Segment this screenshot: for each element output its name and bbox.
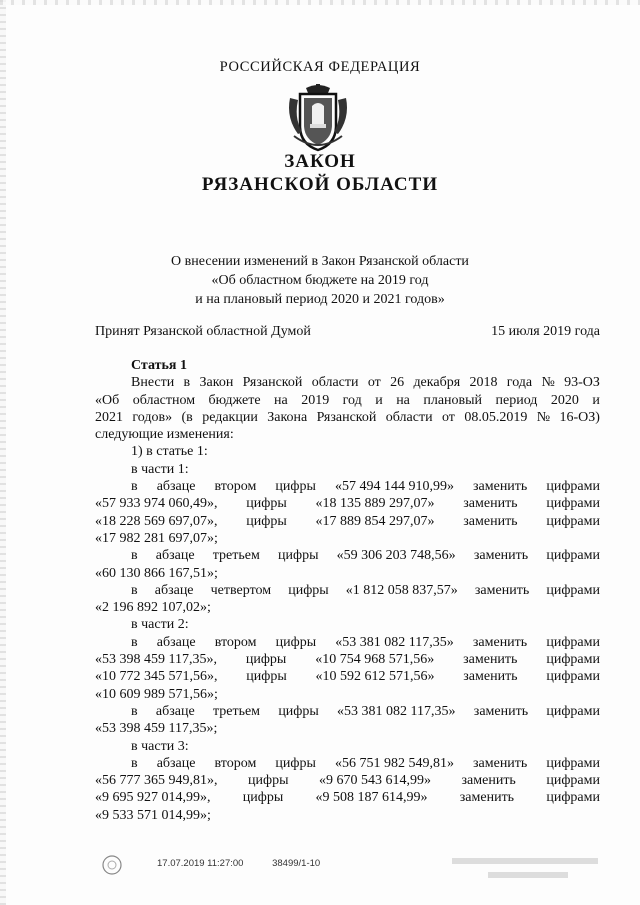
word: «18 228 569 697,07», (95, 513, 218, 529)
word: цифрами (546, 669, 600, 685)
word: втором (214, 634, 257, 650)
text-line (95, 409, 600, 426)
word: абзаце (155, 548, 195, 564)
word: и (375, 392, 383, 408)
word: «53 381 082 117,35» (335, 634, 454, 650)
item-line: 1) в статье 1: (131, 444, 208, 460)
word: цифрами (546, 548, 600, 564)
word: плановый (423, 392, 483, 408)
word: 26 (390, 375, 405, 391)
word: 08.05.2019 (464, 409, 528, 425)
word: цифрами (546, 582, 600, 598)
word: «9 670 543 614,99» (319, 773, 431, 789)
word: в (131, 755, 138, 771)
registration-stamp-icon (100, 853, 124, 877)
text-line (95, 392, 600, 409)
text-line (95, 789, 600, 806)
text-line (95, 755, 600, 772)
word: декабря (413, 375, 461, 391)
article-body (95, 357, 600, 824)
word: цифры (275, 479, 316, 495)
word: в (183, 375, 191, 391)
word: годов» (132, 409, 173, 425)
word: цифрами (546, 634, 600, 650)
word: 93-ОЗ (564, 375, 600, 391)
word: заменить (473, 755, 528, 771)
word: Рязанской (242, 375, 303, 391)
word: цифры (288, 582, 329, 598)
text-line: «2 196 892 107,02»; (95, 600, 211, 616)
word: заменить (473, 548, 529, 564)
word: абзаце (155, 703, 195, 719)
article-title: Статья 1 (131, 358, 187, 373)
adoption-line (95, 324, 600, 340)
word: третьем (212, 703, 261, 719)
word: «10 772 345 571,56», (95, 669, 218, 685)
text-line (95, 513, 600, 530)
text-line: следующие изменения: (95, 427, 234, 443)
footer-reg-number: 38499/1-10 (272, 858, 321, 869)
word: четвертом (210, 582, 272, 598)
word: № (541, 375, 555, 391)
word: в (131, 582, 138, 598)
word: цифры (246, 496, 287, 512)
word: 2018 (469, 375, 498, 391)
scan-edge-top (0, 0, 640, 5)
country-heading: РОССИЙСКАЯ ФЕДЕРАЦИЯ (219, 59, 421, 75)
word: «56 751 982 549,81» (334, 755, 454, 771)
faded-stamp-icon (450, 852, 600, 888)
word: «10 592 612 571,56» (315, 669, 435, 685)
word: года (506, 375, 533, 391)
word: заменить (461, 773, 516, 789)
word: заменить (473, 479, 528, 495)
word: втором (214, 479, 257, 495)
coat-of-arms-icon (286, 84, 350, 152)
word: заменить (459, 790, 515, 806)
text-line (95, 668, 600, 685)
word: заменить (463, 513, 518, 529)
word: цифрами (546, 755, 600, 771)
word: заменить (474, 582, 530, 598)
text-line (95, 478, 600, 495)
word: абзаце (156, 634, 196, 650)
word: области (385, 409, 433, 425)
part-label: в части 3: (131, 738, 189, 754)
footer-registration (157, 858, 346, 869)
text-line (95, 772, 600, 789)
word: Закона (267, 409, 308, 425)
word: абзаце (156, 479, 196, 495)
word: третьем (212, 548, 260, 564)
text-line (95, 582, 600, 599)
word: 16-ОЗ) (559, 409, 600, 425)
word: цифрами (546, 790, 600, 806)
word: абзаце (156, 755, 196, 771)
word: цифры (278, 703, 319, 719)
word: цифры (248, 773, 289, 789)
footer-timestamp: 17.07.2019 11:27:00 (157, 858, 244, 869)
word: № (536, 409, 551, 425)
text-line (95, 547, 600, 564)
word: на (274, 392, 288, 408)
word: «9 508 187 614,99» (315, 790, 428, 806)
law-title (0, 150, 640, 196)
word: цифры (275, 634, 317, 650)
word: абзаце (154, 582, 194, 598)
law-title-line2: РЯЗАНСКОЙ ОБЛАСТИ (201, 174, 439, 195)
word: заменить (463, 496, 518, 512)
law-title-line1: ЗАКОН (284, 151, 356, 172)
word: цифрами (546, 513, 600, 529)
word: области (311, 375, 359, 391)
text-line (95, 703, 600, 720)
word: «57 933 974 060,49», (95, 496, 218, 512)
text-line (95, 495, 600, 512)
word: 2019 (301, 392, 330, 408)
word: в (131, 634, 138, 650)
word: редакции (202, 409, 258, 425)
adopted-by: Принят Рязанской областной Думой (95, 324, 311, 339)
word: заменить (472, 634, 528, 650)
part-label: в части 1: (131, 461, 189, 477)
word: цифры (278, 548, 319, 564)
word: в (131, 703, 138, 719)
word: цифрами (546, 496, 600, 512)
part-label: в части 2: (131, 617, 189, 633)
word: Рязанской (316, 409, 377, 425)
word: втором (214, 755, 257, 771)
word: «53 381 082 117,35» (337, 703, 456, 719)
word: в (131, 479, 138, 495)
word: «59 306 203 748,56» (336, 548, 456, 564)
word: «18 135 889 297,07» (315, 496, 435, 512)
word: и (592, 392, 600, 408)
word: от (441, 409, 455, 425)
word: цифры (245, 652, 287, 668)
word: цифрами (546, 479, 600, 495)
word: «9 695 927 014,99», (95, 790, 211, 806)
word: заменить (473, 703, 529, 719)
word: областном (132, 392, 196, 408)
text-line (95, 634, 600, 651)
text-line: «53 398 459 117,35»; (95, 721, 218, 737)
scan-edge-left (0, 0, 6, 905)
adopted-date: 15 июля 2019 года (491, 324, 600, 339)
text-line: «17 982 281 697,07»; (95, 530, 218, 546)
word: «53 398 459 117,35», (95, 652, 217, 668)
word: цифры (246, 513, 287, 529)
text-line (95, 651, 600, 668)
word: цифрами (546, 703, 600, 719)
word: бюджете (208, 392, 261, 408)
word: 2021 (95, 409, 123, 425)
word: 2020 (550, 392, 579, 408)
text-line: «9 533 571 014,99»; (95, 807, 211, 823)
word: заменить (463, 669, 518, 685)
text-line (95, 374, 600, 391)
word: «17 889 854 297,07» (315, 513, 435, 529)
word: от (367, 375, 381, 391)
word: «Об (95, 392, 120, 408)
text-line: «10 609 989 571,56»; (95, 686, 218, 702)
word: период (495, 392, 538, 408)
word: «57 494 144 910,99» (334, 479, 454, 495)
word: «56 777 365 949,81», (95, 773, 218, 789)
subject-line: О внесении изменений в Закон Рязанской области (171, 254, 469, 269)
word: заменить (463, 652, 518, 668)
word: год (342, 392, 362, 408)
word: цифрами (546, 652, 600, 668)
word: в (131, 548, 138, 564)
word: Закон (199, 375, 234, 391)
subject-line: «Об областном бюджете на 2019 год (211, 273, 429, 288)
word: цифрами (546, 773, 600, 789)
word: цифры (246, 669, 287, 685)
word: на (396, 392, 410, 408)
word: «1 812 058 837,57» (345, 582, 458, 598)
law-subject (0, 252, 640, 309)
word: цифры (242, 790, 284, 806)
text-line: «60 130 866 167,51»; (95, 565, 218, 581)
word: (в (181, 409, 193, 425)
word: Внести (131, 375, 175, 391)
word: «10 754 968 571,56» (315, 652, 435, 668)
word: цифры (275, 755, 316, 771)
subject-line: и на плановый период 2020 и 2021 годов» (195, 292, 445, 307)
